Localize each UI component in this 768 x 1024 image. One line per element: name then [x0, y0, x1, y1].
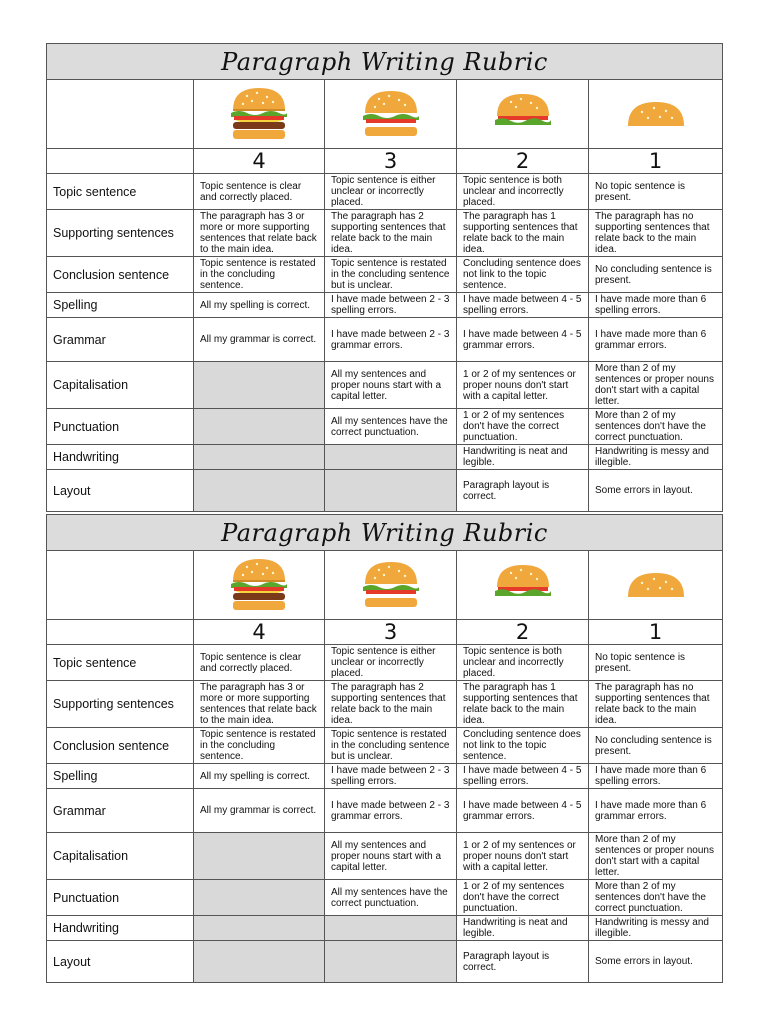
descriptor-cell: I have made between 4 - 5 grammar errors. — [457, 789, 589, 833]
descriptor-cell: Topic sentence is clear and correctly placed. — [194, 645, 325, 681]
descriptor-cell: All my spelling is correct. — [194, 764, 325, 789]
descriptor-cell: The paragraph has 3 or more or more supporting sentences that relate back to the main idea. — [194, 681, 325, 728]
criterion-label: Layout — [47, 470, 194, 512]
bun-lettuce-icon — [457, 80, 589, 149]
score-1-header: 1 — [589, 620, 723, 645]
descriptor-cell: I have made between 4 - 5 spelling errors. — [457, 764, 589, 789]
burger-no-cheese-icon — [325, 551, 457, 620]
table-row — [47, 764, 723, 789]
criterion-label: Supporting sentences — [47, 681, 194, 728]
descriptor-cell: Some errors in layout. — [589, 941, 723, 983]
table-row — [47, 293, 723, 318]
score-1-header: 1 — [589, 149, 723, 174]
bun-lettuce-icon — [457, 551, 589, 620]
descriptor-cell: 1 or 2 of my sentences don't have the correct punctuation. — [457, 880, 589, 916]
table-row — [47, 789, 723, 833]
empty-descriptor-cell — [325, 941, 457, 983]
blank-header-cell — [47, 551, 194, 620]
empty-descriptor-cell — [194, 941, 325, 983]
criterion-label: Punctuation — [47, 880, 194, 916]
descriptor-cell: Topic sentence is both unclear and incorrectly placed. — [457, 645, 589, 681]
criterion-label: Punctuation — [47, 409, 194, 445]
criterion-label: Spelling — [47, 293, 194, 318]
empty-descriptor-cell — [194, 409, 325, 445]
descriptor-cell: The paragraph has 1 supporting sentences that relate back to the main idea. — [457, 681, 589, 728]
descriptor-cell: Handwriting is neat and legible. — [457, 445, 589, 470]
criterion-label: Grammar — [47, 789, 194, 833]
descriptor-cell: I have made more than 6 grammar errors. — [589, 789, 723, 833]
score-3-header: 3 — [325, 149, 457, 174]
criterion-label: Handwriting — [47, 916, 194, 941]
criterion-label: Conclusion sentence — [47, 728, 194, 764]
full-burger-icon — [194, 80, 325, 149]
full-burger-icon — [194, 551, 325, 620]
descriptor-cell: 1 or 2 of my sentences or proper nouns don't start with a capital letter. — [457, 362, 589, 409]
descriptor-cell: I have made more than 6 spelling errors. — [589, 764, 723, 789]
empty-descriptor-cell — [325, 445, 457, 470]
descriptor-cell: Topic sentence is both unclear and incorrectly placed. — [457, 174, 589, 210]
descriptor-cell: Paragraph layout is correct. — [457, 941, 589, 983]
descriptor-cell: All my sentences and proper nouns start with a capital letter. — [325, 362, 457, 409]
criterion-label: Layout — [47, 941, 194, 983]
table-row — [47, 728, 723, 764]
empty-descriptor-cell — [194, 470, 325, 512]
blank-header-cell — [47, 80, 194, 149]
descriptor-cell: Topic sentence is either unclear or incorrectly placed. — [325, 645, 457, 681]
descriptor-cell: I have made between 4 - 5 grammar errors. — [457, 318, 589, 362]
descriptor-cell: Handwriting is neat and legible. — [457, 916, 589, 941]
descriptor-cell: Concluding sentence does not link to the topic sentence. — [457, 257, 589, 293]
descriptor-cell: No concluding sentence is present. — [589, 728, 723, 764]
score-3-header: 3 — [325, 620, 457, 645]
criterion-label: Capitalisation — [47, 833, 194, 880]
score-4-header: 4 — [194, 149, 325, 174]
descriptor-cell: Topic sentence is restated in the concluding sentence. — [194, 257, 325, 293]
rubric-title: Paragraph Writing Rubric — [47, 44, 723, 80]
table-row — [47, 318, 723, 362]
descriptor-cell: The paragraph has 3 or more or more supporting sentences that relate back to the main idea. — [194, 210, 325, 257]
descriptor-cell: More than 2 of my sentences or proper nouns don't start with a capital letter. — [589, 833, 723, 880]
top-bun-icon — [589, 551, 723, 620]
descriptor-cell: Some errors in layout. — [589, 470, 723, 512]
table-row — [47, 362, 723, 409]
table-row — [47, 470, 723, 512]
descriptor-cell: More than 2 of my sentences or proper nouns don't start with a capital letter. — [589, 362, 723, 409]
descriptor-cell: Topic sentence is restated in the concluding sentence. — [194, 728, 325, 764]
score-2-header: 2 — [457, 149, 589, 174]
empty-descriptor-cell — [325, 916, 457, 941]
descriptor-cell: I have made more than 6 spelling errors. — [589, 293, 723, 318]
descriptor-cell: I have made between 2 - 3 grammar errors. — [325, 789, 457, 833]
descriptor-cell: Topic sentence is restated in the concluding sentence but is unclear. — [325, 257, 457, 293]
descriptor-cell: I have made between 2 - 3 spelling errors. — [325, 293, 457, 318]
descriptor-cell: 1 or 2 of my sentences or proper nouns don't start with a capital letter. — [457, 833, 589, 880]
score-4-header: 4 — [194, 620, 325, 645]
descriptor-cell: Handwriting is messy and illegible. — [589, 445, 723, 470]
blank-score-cell — [47, 149, 194, 174]
descriptor-cell: All my sentences have the correct punctuation. — [325, 880, 457, 916]
table-row — [47, 916, 723, 941]
criterion-label: Handwriting — [47, 445, 194, 470]
rubric-table-1 — [46, 43, 723, 512]
table-row — [47, 174, 723, 210]
rubric-table-2 — [46, 514, 723, 983]
descriptor-cell: Topic sentence is either unclear or incorrectly placed. — [325, 174, 457, 210]
descriptor-cell: All my sentences and proper nouns start with a capital letter. — [325, 833, 457, 880]
descriptor-cell: All my grammar is correct. — [194, 789, 325, 833]
table-row — [47, 833, 723, 880]
descriptor-cell: I have made more than 6 grammar errors. — [589, 318, 723, 362]
descriptor-cell: More than 2 of my sentences don't have the correct punctuation. — [589, 880, 723, 916]
table-row — [47, 409, 723, 445]
rubric-title: Paragraph Writing Rubric — [47, 515, 723, 551]
table-row — [47, 941, 723, 983]
descriptor-cell: The paragraph has 2 supporting sentences that relate back to the main idea. — [325, 210, 457, 257]
descriptor-cell: No concluding sentence is present. — [589, 257, 723, 293]
empty-descriptor-cell — [194, 880, 325, 916]
criterion-label: Topic sentence — [47, 645, 194, 681]
table-row — [47, 445, 723, 470]
descriptor-cell: Paragraph layout is correct. — [457, 470, 589, 512]
descriptor-cell: I have made between 2 - 3 spelling errors. — [325, 764, 457, 789]
table-row — [47, 210, 723, 257]
descriptor-cell: The paragraph has 1 supporting sentences that relate back to the main idea. — [457, 210, 589, 257]
criterion-label: Conclusion sentence — [47, 257, 194, 293]
descriptor-cell: Handwriting is messy and illegible. — [589, 916, 723, 941]
criterion-label: Grammar — [47, 318, 194, 362]
descriptor-cell: No topic sentence is present. — [589, 645, 723, 681]
blank-score-cell — [47, 620, 194, 645]
top-bun-icon — [589, 80, 723, 149]
empty-descriptor-cell — [194, 833, 325, 880]
descriptor-cell: All my sentences have the correct punctuation. — [325, 409, 457, 445]
empty-descriptor-cell — [194, 445, 325, 470]
empty-descriptor-cell — [194, 916, 325, 941]
descriptor-cell: No topic sentence is present. — [589, 174, 723, 210]
descriptor-cell: More than 2 of my sentences don't have the correct punctuation. — [589, 409, 723, 445]
descriptor-cell: All my spelling is correct. — [194, 293, 325, 318]
table-row — [47, 880, 723, 916]
descriptor-cell: 1 or 2 of my sentences don't have the correct punctuation. — [457, 409, 589, 445]
table-row — [47, 257, 723, 293]
descriptor-cell: I have made between 2 - 3 grammar errors. — [325, 318, 457, 362]
criterion-label: Capitalisation — [47, 362, 194, 409]
descriptor-cell: All my grammar is correct. — [194, 318, 325, 362]
descriptor-cell: The paragraph has no supporting sentences that relate back to the main idea. — [589, 681, 723, 728]
burger-no-cheese-icon — [325, 80, 457, 149]
empty-descriptor-cell — [325, 470, 457, 512]
criterion-label: Topic sentence — [47, 174, 194, 210]
table-row — [47, 681, 723, 728]
empty-descriptor-cell — [194, 362, 325, 409]
score-2-header: 2 — [457, 620, 589, 645]
descriptor-cell: Topic sentence is clear and correctly placed. — [194, 174, 325, 210]
descriptor-cell: Topic sentence is restated in the concluding sentence but is unclear. — [325, 728, 457, 764]
descriptor-cell: Concluding sentence does not link to the topic sentence. — [457, 728, 589, 764]
descriptor-cell: The paragraph has no supporting sentences that relate back to the main idea. — [589, 210, 723, 257]
descriptor-cell: I have made between 4 - 5 spelling errors. — [457, 293, 589, 318]
criterion-label: Spelling — [47, 764, 194, 789]
descriptor-cell: The paragraph has 2 supporting sentences that relate back to the main idea. — [325, 681, 457, 728]
table-row — [47, 645, 723, 681]
criterion-label: Supporting sentences — [47, 210, 194, 257]
